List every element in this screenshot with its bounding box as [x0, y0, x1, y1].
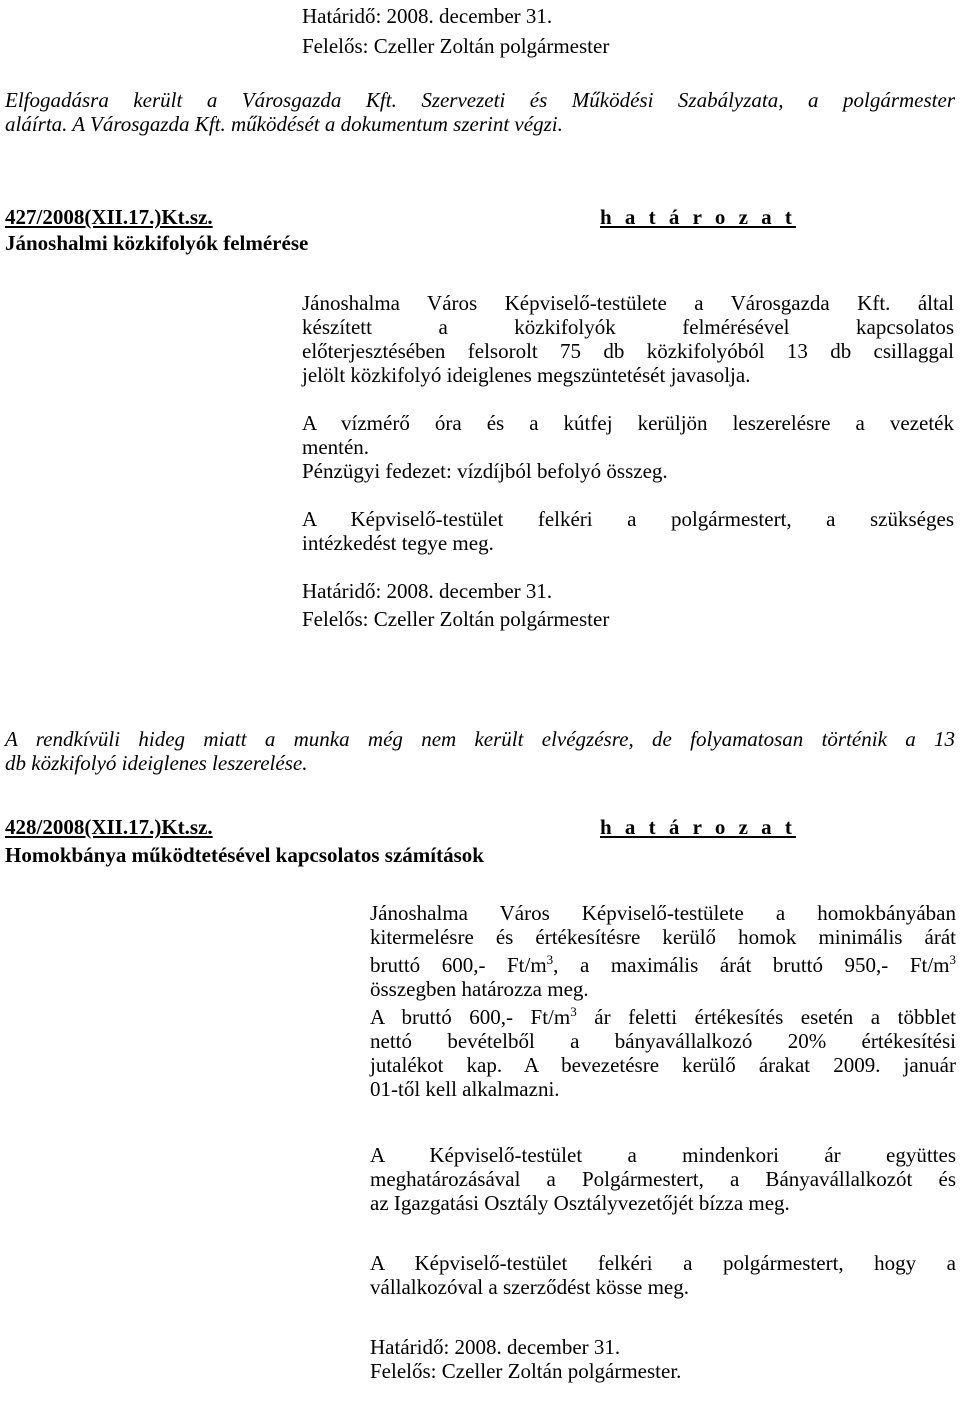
note-1-line-1: Elfogadásra került a Városgazda Kft. Szervezeti és Működési Szabályzata, a polgármester: [5, 88, 955, 112]
r428-sup-c: 3: [570, 1004, 577, 1019]
r428-sup-a: 3: [546, 952, 554, 967]
resolution-428-number: 428/2008(XII.17.)Kt.sz.: [5, 815, 213, 839]
note-2-line-1: A rendkívüli hideg miatt a munka még nem került elvégzésre, de folyamatosan történik a 13: [5, 727, 955, 751]
r427-p4-l1: A Képviselő-testület felkéri a polgármestert, a szükséges: [302, 507, 954, 531]
r428-p2-l1: [370, 1005, 956, 1029]
r428-p2-l3: jutalékot kap. A bevezetésre kerülő árakat 2009. január: [370, 1053, 956, 1077]
resolution-427-heading: h a t á r o z a t: [600, 205, 796, 229]
r428-p2-l4: 01-től kell alkalmazni.: [370, 1077, 560, 1101]
r428-p3-l3: az Igazgatási Osztály Osztályvezetőjét bízza meg.: [370, 1191, 790, 1215]
r428-p3-l2: meghatározásával a Polgármestert, a Bányavállalkozót és: [370, 1167, 956, 1191]
r428-p1-l4: összegben határozza meg.: [370, 977, 589, 1001]
r427-p3: Pénzügyi fedezet: vízdíjból befolyó összeg.: [302, 459, 668, 483]
r428-p3-l1: A Képviselő-testület a mindenkori ár együttes: [370, 1143, 956, 1167]
r427-p2-l2: mentén.: [302, 435, 370, 459]
status-note-1: [5, 88, 955, 136]
note-2-line-2: db közkifolyó ideiglenes leszerelése.: [5, 751, 308, 775]
r427-p4-l2: intézkedést tegye meg.: [302, 531, 494, 555]
r427-deadline: Határidő: 2008. december 31.: [302, 579, 553, 603]
r427-p1-l3: előterjesztésében felsorolt 75 db közkifolyóból 13 db csillaggal: [302, 339, 954, 363]
r428-p1-l3: [370, 953, 956, 977]
r428-p1-l3b: , a maximális árát bruttó 950,- Ft/m: [553, 953, 950, 977]
r427-p1-l1: Jánoshalma Város Képviselő-testülete a Városgazda Kft. által: [302, 291, 954, 315]
r427-responsible: Felelős: Czeller Zoltán polgármester: [302, 607, 610, 631]
r428-p1-l1: Jánoshalma Város Képviselő-testülete a homokbányában: [370, 901, 956, 925]
r428-p4-l1: A Képviselő-testület felkéri a polgármestert, hogy a: [370, 1251, 956, 1275]
r428-p4-l2: vállalkozóval a szerződést kösse meg.: [370, 1275, 689, 1299]
note-1-line-2: aláírta. A Városgazda Kft. működését a dokumentum szerint végzi.: [5, 112, 563, 136]
top-responsible: Felelős: Czeller Zoltán polgármester: [302, 34, 610, 58]
resolution-427-subject: Jánoshalmi közkifolyók felmérése: [5, 231, 309, 255]
top-deadline: Határidő: 2008. december 31.: [302, 4, 553, 28]
r428-responsible: Felelős: Czeller Zoltán polgármester.: [370, 1359, 682, 1383]
top-deadline-block: [302, 4, 609, 58]
r428-sup-b: 3: [949, 952, 956, 967]
r427-p1-l2: készített a közkifolyók felmérésével kapcsolatos: [302, 315, 954, 339]
r428-p1-l2: kitermelésre és értékesítésre kerülő homok minimális árát: [370, 925, 956, 949]
r427-p1-l4: jelölt közkifolyó ideiglenes megszüntetését javasolja.: [302, 363, 751, 387]
r428-p1-l3a: bruttó 600,- Ft/m: [370, 953, 547, 977]
r428-p2-l2: nettó bevételből a bányavállalkozó 20% értékesítési: [370, 1029, 956, 1053]
status-note-2: [5, 727, 955, 775]
resolution-427-body: [302, 291, 954, 631]
r428-p2-l1b: ár feletti értékesítés esetén a többlet: [576, 1005, 956, 1029]
resolution-427-number: 427/2008(XII.17.)Kt.sz.: [5, 205, 213, 229]
r427-p2-l1: A vízmérő óra és a kútfej kerüljön leszerelésre a vezeték: [302, 411, 954, 435]
r428-deadline: Határidő: 2008. december 31.: [370, 1335, 621, 1359]
resolution-428-heading: h a t á r o z a t: [600, 815, 796, 839]
resolution-428-subject: Homokbánya működtetésével kapcsolatos számítások: [5, 843, 484, 867]
r428-p2-l1a: A bruttó 600,- Ft/m: [370, 1005, 571, 1029]
resolution-428-body: [370, 901, 956, 1383]
